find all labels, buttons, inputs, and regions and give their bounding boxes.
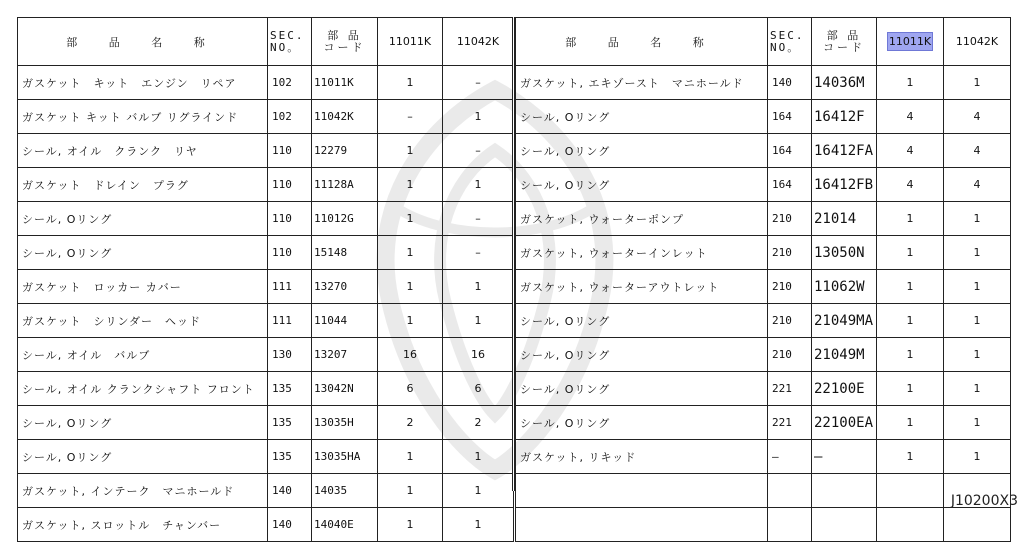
sec-no-cell: 210 <box>768 202 812 236</box>
qty-11011k-cell: 1 <box>378 270 443 304</box>
part-name-cell: シール, Oリング <box>18 236 268 270</box>
part-code-cell: 11042K <box>312 100 378 134</box>
header-kit-11011k <box>378 18 443 66</box>
part-code-cell <box>812 508 877 542</box>
header-code-line2: コード <box>823 40 865 54</box>
table-row <box>516 508 1011 542</box>
header-sec-line2: NO。 <box>270 40 301 54</box>
table-row <box>18 100 514 134</box>
part-name-cell: シール, Oリング <box>516 134 768 168</box>
sec-no-cell <box>768 474 812 508</box>
table-row <box>516 372 1011 406</box>
qty-11011k-cell <box>877 474 944 508</box>
part-code-cell: 13207 <box>312 338 378 372</box>
part-name-cell: ガスケット, リキッド <box>516 440 768 474</box>
reference-code: J10200X3 <box>950 493 1018 509</box>
part-code-cell: 16412FB <box>812 168 877 202</box>
part-code-cell: 16412FA <box>812 134 877 168</box>
qty-11042k-cell: 1 <box>443 304 514 338</box>
qty-11011k-cell: 1 <box>877 406 944 440</box>
part-name-cell: ガスケット, ウォーターアウトレット <box>516 270 768 304</box>
header-code-line2: コード <box>323 40 366 54</box>
part-code-cell: 13035H <box>312 406 378 440</box>
parts-table-left <box>17 17 514 542</box>
qty-11042k-cell: 1 <box>944 66 1011 100</box>
part-name-cell: ガスケット ドレイン プラグ <box>18 168 268 202</box>
table-row <box>18 440 514 474</box>
qty-11042k-cell: – <box>443 236 514 270</box>
qty-11042k-cell: 1 <box>944 440 1011 474</box>
sec-no-cell: 140 <box>768 66 812 100</box>
table-row <box>516 66 1011 100</box>
part-name-cell: シール, Oリング <box>516 338 768 372</box>
sec-no-cell: 110 <box>268 168 312 202</box>
header-sec-line1: SEC. <box>770 28 805 42</box>
qty-11042k-cell <box>944 508 1011 542</box>
header-sec-no <box>268 18 312 66</box>
header-sec-line1: SEC. <box>270 28 305 42</box>
header-kit-11042k <box>443 18 514 66</box>
sec-no-cell: 135 <box>268 372 312 406</box>
qty-11011k-cell: 1 <box>877 338 944 372</box>
part-code-cell: 11128A <box>312 168 378 202</box>
qty-11042k-cell: 6 <box>443 372 514 406</box>
qty-11011k-cell: 4 <box>877 100 944 134</box>
qty-11011k-cell: 6 <box>378 372 443 406</box>
qty-11011k-cell: 1 <box>877 372 944 406</box>
sec-no-cell: – <box>768 440 812 474</box>
qty-11042k-cell: 16 <box>443 338 514 372</box>
qty-11042k-cell: 4 <box>944 134 1011 168</box>
qty-11042k-cell: 1 <box>944 338 1011 372</box>
part-name-cell: ガスケット, スロットル チャンバー <box>18 508 268 542</box>
part-name-cell: シール, オイル クランク リヤ <box>18 134 268 168</box>
part-code-cell: 11011K <box>312 66 378 100</box>
part-name-cell: シール, Oリング <box>18 440 268 474</box>
parts-table-right <box>515 17 1011 542</box>
qty-11042k-cell: 1 <box>944 372 1011 406</box>
sec-no-cell: 210 <box>768 236 812 270</box>
qty-11011k-cell: 1 <box>877 66 944 100</box>
part-code-cell: – <box>812 440 877 474</box>
part-name-cell: シール, Oリング <box>18 406 268 440</box>
part-name-cell: ガスケット, ウォーターインレット <box>516 236 768 270</box>
part-name-cell: シール, Oリング <box>516 372 768 406</box>
qty-11011k-cell: 1 <box>877 304 944 338</box>
header-part-code <box>812 18 877 66</box>
table-row <box>18 168 514 202</box>
part-code-cell: 21049M <box>812 338 877 372</box>
sec-no-cell: 210 <box>768 304 812 338</box>
qty-11011k-cell: 1 <box>378 66 443 100</box>
qty-11042k-cell: 1 <box>443 508 514 542</box>
part-name-cell: シール, Oリング <box>516 406 768 440</box>
sec-no-cell: 110 <box>268 202 312 236</box>
qty-11042k-cell: 1 <box>443 440 514 474</box>
part-name-cell: ガスケット キット バルブ リグラインド <box>18 100 268 134</box>
header-kit1-label-highlighted[interactable]: 11011K <box>887 32 933 51</box>
header-part-name: 部 品 名 称 <box>18 18 268 66</box>
sec-no-cell: 221 <box>768 406 812 440</box>
header-kit-11011k-selected[interactable] <box>877 18 944 66</box>
qty-11042k-cell: 1 <box>944 202 1011 236</box>
qty-11011k-cell: 1 <box>877 202 944 236</box>
part-code-cell: 22100E <box>812 372 877 406</box>
part-code-cell: 22100EA <box>812 406 877 440</box>
header-kit2-label: 11042K <box>955 35 999 48</box>
table-row <box>18 134 514 168</box>
qty-11011k-cell: 1 <box>877 270 944 304</box>
part-name-cell: シール, Oリング <box>516 168 768 202</box>
table-row <box>516 100 1011 134</box>
sec-no-cell: 140 <box>268 474 312 508</box>
sec-no-cell: 130 <box>268 338 312 372</box>
table-row <box>516 338 1011 372</box>
part-code-cell: 12279 <box>312 134 378 168</box>
qty-11011k-cell: 1 <box>378 304 443 338</box>
header-sec-line2: NO。 <box>770 40 801 54</box>
sec-no-cell: 135 <box>268 440 312 474</box>
sec-no-cell: 164 <box>768 100 812 134</box>
qty-11042k-cell: 1 <box>944 304 1011 338</box>
qty-11011k-cell: 1 <box>877 440 944 474</box>
qty-11011k-cell: – <box>378 100 443 134</box>
sec-no-cell: 111 <box>268 304 312 338</box>
header-kit1-label: 11011K <box>388 35 432 48</box>
part-code-cell <box>812 474 877 508</box>
part-code-cell: 13042N <box>312 372 378 406</box>
qty-11011k-cell: 1 <box>378 474 443 508</box>
header-row <box>516 18 1011 66</box>
part-name-cell: ガスケット ロッカー カバー <box>18 270 268 304</box>
part-name-cell: ガスケット, ウォーターポンプ <box>516 202 768 236</box>
sec-no-cell: 210 <box>768 270 812 304</box>
qty-11042k-cell: 1 <box>443 168 514 202</box>
table-row <box>18 66 514 100</box>
qty-11042k-cell: 1 <box>443 270 514 304</box>
table-row <box>18 372 514 406</box>
part-code-cell: 13270 <box>312 270 378 304</box>
part-code-cell: 16412F <box>812 100 877 134</box>
sec-no-cell: 110 <box>268 134 312 168</box>
part-name-cell <box>516 474 768 508</box>
part-name-cell: ガスケット シリンダー ヘッド <box>18 304 268 338</box>
qty-11042k-cell: – <box>443 66 514 100</box>
part-code-cell: 21014 <box>812 202 877 236</box>
table-row <box>516 440 1011 474</box>
qty-11042k-cell: 2 <box>443 406 514 440</box>
part-code-cell: 14036M <box>812 66 877 100</box>
table-row <box>18 304 514 338</box>
qty-11042k-cell: 1 <box>443 100 514 134</box>
sec-no-cell: 110 <box>268 236 312 270</box>
part-code-cell: 11044 <box>312 304 378 338</box>
qty-11042k-cell: 1 <box>944 406 1011 440</box>
table-row <box>516 168 1011 202</box>
table-row <box>18 270 514 304</box>
qty-11042k-cell: 4 <box>944 168 1011 202</box>
qty-11042k-cell: 4 <box>944 100 1011 134</box>
sec-no-cell: 210 <box>768 338 812 372</box>
sec-no-cell: 111 <box>268 270 312 304</box>
qty-11042k-cell: 1 <box>944 236 1011 270</box>
table-row <box>18 474 514 508</box>
sec-no-cell <box>768 508 812 542</box>
table-row <box>516 304 1011 338</box>
part-name-cell: ガスケット, インテーク マニホールド <box>18 474 268 508</box>
qty-11042k-cell: – <box>443 202 514 236</box>
part-code-cell: 21049MA <box>812 304 877 338</box>
part-name-cell: シール, Oリング <box>516 304 768 338</box>
table-row <box>18 338 514 372</box>
qty-11011k-cell: 1 <box>877 236 944 270</box>
sec-no-cell: 140 <box>268 508 312 542</box>
part-code-cell: 15148 <box>312 236 378 270</box>
qty-11011k-cell: 2 <box>378 406 443 440</box>
table-row <box>516 202 1011 236</box>
sec-no-cell: 164 <box>768 168 812 202</box>
table-row <box>18 508 514 542</box>
qty-11011k-cell: 1 <box>378 236 443 270</box>
qty-11011k-cell: 1 <box>378 508 443 542</box>
table-row <box>516 474 1011 508</box>
part-name-cell: ガスケット, エキゾースト マニホールド <box>516 66 768 100</box>
qty-11011k-cell <box>877 508 944 542</box>
header-kit-11042k <box>944 18 1011 66</box>
table-row <box>516 270 1011 304</box>
qty-11042k-cell: 1 <box>944 270 1011 304</box>
part-name-cell: ガスケット キット エンジン リペア <box>18 66 268 100</box>
qty-11011k-cell: 16 <box>378 338 443 372</box>
table-row <box>516 134 1011 168</box>
sec-no-cell: 102 <box>268 66 312 100</box>
qty-11042k-cell: – <box>443 134 514 168</box>
header-sec-no <box>768 18 812 66</box>
qty-11011k-cell: 1 <box>378 168 443 202</box>
part-code-cell: 11062W <box>812 270 877 304</box>
header-row <box>18 18 514 66</box>
table-row <box>18 236 514 270</box>
sec-no-cell: 164 <box>768 134 812 168</box>
qty-11011k-cell: 1 <box>378 440 443 474</box>
table-row <box>18 406 514 440</box>
part-name-cell: シール, オイル バルブ <box>18 338 268 372</box>
part-code-cell: 14040E <box>312 508 378 542</box>
sec-no-cell: 135 <box>268 406 312 440</box>
header-code-line1: 部 品 <box>327 28 362 42</box>
part-name-cell: シール, Oリング <box>18 202 268 236</box>
table-row <box>516 406 1011 440</box>
qty-11011k-cell: 1 <box>378 134 443 168</box>
qty-11011k-cell: 4 <box>877 134 944 168</box>
part-code-cell: 13050N <box>812 236 877 270</box>
header-part-code <box>312 18 378 66</box>
qty-11042k-cell: 1 <box>443 474 514 508</box>
table-row <box>516 236 1011 270</box>
header-code-line1: 部 品 <box>826 28 862 42</box>
part-name-cell <box>516 508 768 542</box>
part-name-cell: シール, オイル クランクシャフト フロント <box>18 372 268 406</box>
sec-no-cell: 221 <box>768 372 812 406</box>
part-code-cell: 13035HA <box>312 440 378 474</box>
table-row <box>18 202 514 236</box>
part-code-cell: 11012G <box>312 202 378 236</box>
part-name-cell: シール, Oリング <box>516 100 768 134</box>
header-kit2-label: 11042K <box>456 35 500 48</box>
qty-11011k-cell: 4 <box>877 168 944 202</box>
header-part-name: 部 品 名 称 <box>516 18 768 66</box>
sec-no-cell: 102 <box>268 100 312 134</box>
part-code-cell: 14035 <box>312 474 378 508</box>
qty-11011k-cell: 1 <box>378 202 443 236</box>
